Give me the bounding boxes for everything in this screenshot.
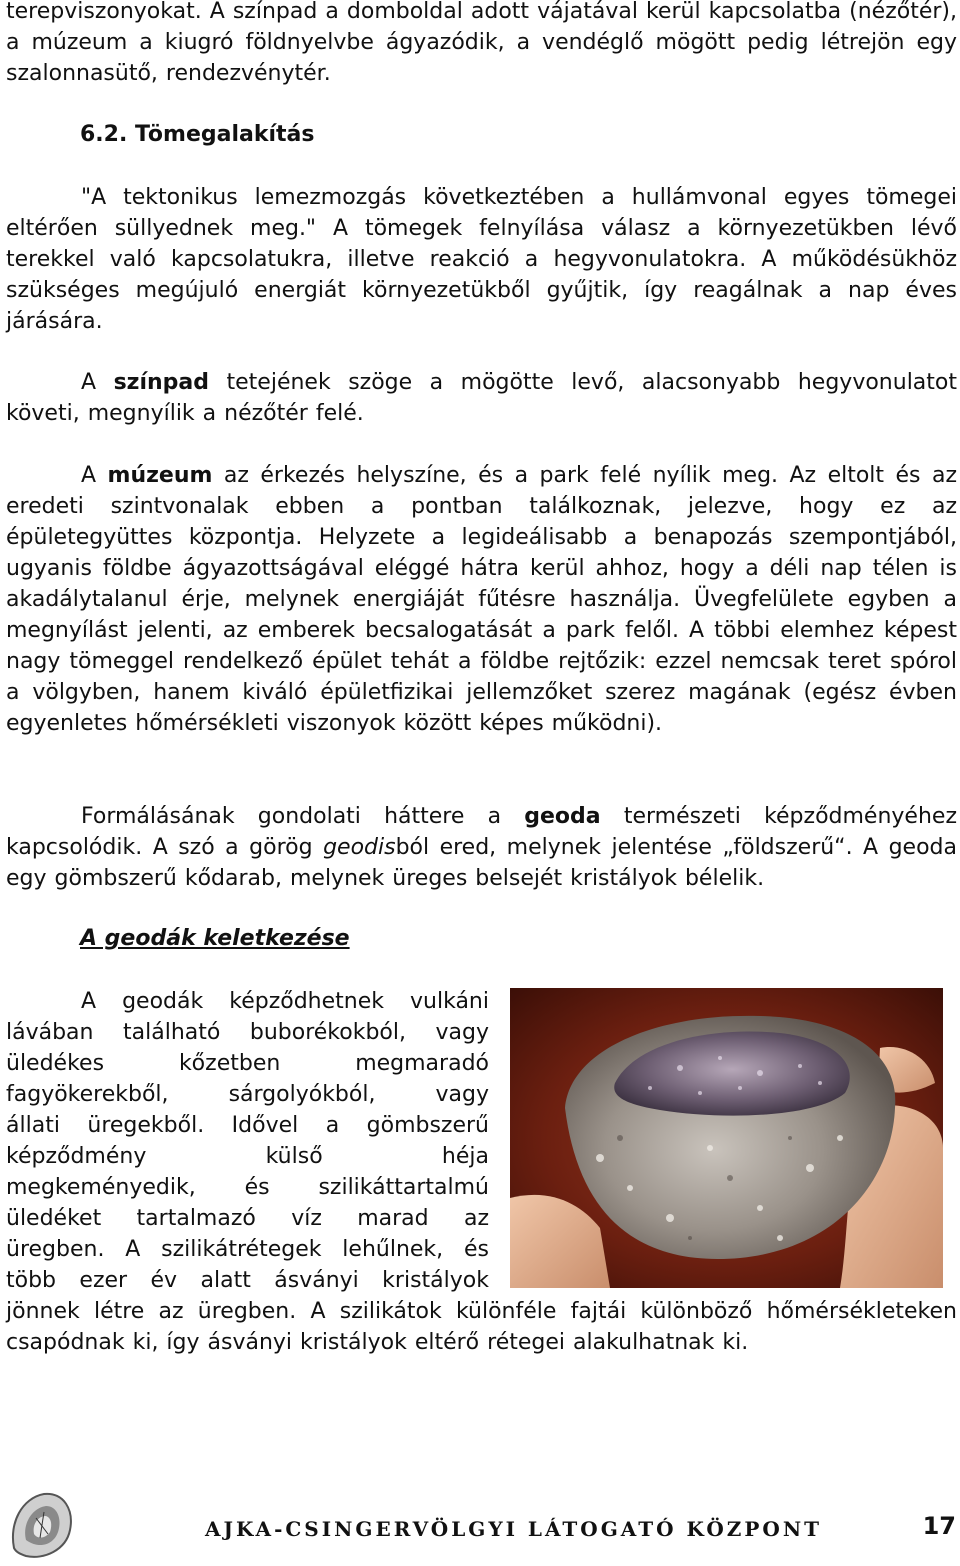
paragraph-text: Formálásának gondolati háttere a geoda természeti képződményéhez kapcsolódik. A szó a görög geodisból ered, melynek jelentése „földszerű“. A geoda egy gömbszerű kődarab, melynek üreges belsejét kristályok bélelik.: [6, 804, 958, 891]
footer-title: AJKA-CSINGERVÖLGYI LÁTOGATÓ KÖZPONT: [205, 1517, 822, 1541]
geode-photo: [510, 988, 943, 1288]
paragraph-text: A múzeum az érkezés helyszíne, és a park felé nyílik meg. Az eltolt és az eredeti szintvonalak ebben a pontban találkoznak, jelezve, hogy ez az épületegyüttes központja. Helyzete a legideálisabb a benapozás szempontjából, ugyanis földbe ágyazottságával eléggé hátra kerül ahhoz, hogy a déli nap télen is akadálytalanul érje, melynek energiáját fűtésre használja. Üvegfelülete egyben a megnyílást jelenti, az emberek becsalogatását a park felől. A többi elemhez képest nagy tömeggel rendelkező épület tehát a földbe rejtőzik: ezzel nemcsak teret spórol a völgyben, hanem kiváló épületfizikai jellemzőket szerez magának (egész évben egyenletes hőmérsékleti viszonyok között képes működni).: [6, 463, 957, 736]
paragraph-text: "A tektonikus lemezmozgás következtében a hullámvonal egyes tömegei eltérően süllyednek meg." A tömegek felnyílása válasz a környezetükben lévő terekkel való kapcsolatukra, illetve reakció a hegyvonulatokra. A működésükhöz szükséges megújuló energiát környezetükből gyűjtik, így reagálnak a nap éves járására.: [6, 185, 957, 334]
paragraph-muzeum: [6, 460, 957, 739]
paragraph-geoda: [6, 801, 957, 894]
geode-tail-paragraph: [6, 1296, 957, 1358]
geode-line: megkeményedik, és szilikáttartalmú: [6, 1175, 489, 1200]
geode-line: képződmény külső héja: [6, 1144, 489, 1169]
bold-term: múzeum: [107, 463, 213, 488]
section-heading: 6.2. Tömegalakítás: [80, 122, 315, 147]
geode-line: üledéket tartalmazó víz marad az: [6, 1206, 489, 1231]
paragraph-text: jönnek létre az üregben. A szilikátok különféle fajtái különböző hőmérsékleteken csapódnak ki, így ásványi kristályok eltérő rétegei alakulhatnak ki.: [6, 1299, 957, 1355]
geode-wrapped-text: [6, 986, 489, 1296]
intro-text: terepviszonyokat. A színpad a domboldal adott vájatával kerül kapcsolatba (nézőtér), a múzeum a kiugró földnyelvbe ágyazódik, a vendéglő mögött pedig létrejön egy szalonnasütő, rendezvénytér.: [6, 0, 957, 86]
geode-line: fagyökerekből, sárgolyókból, vagy: [6, 1082, 489, 1107]
geode-line: A geodák képződhetnek vulkáni: [81, 989, 489, 1014]
bold-term: geoda: [524, 804, 601, 829]
geode-line: üregben. A szilikátrétegek lehűlnek, és: [6, 1237, 489, 1262]
geode-line: több ezer év alatt ásványi kristályok: [6, 1268, 489, 1293]
bold-term: színpad: [113, 370, 210, 395]
intro-paragraph: [6, 0, 957, 89]
paragraph-tektonikus: [6, 182, 957, 337]
paragraph-szinpad: [6, 367, 957, 429]
geode-heading: A geodák keletkezése: [80, 926, 350, 951]
geode-logo-icon: [4, 1488, 78, 1562]
geode-line: lávában található buborékokból, vagy: [6, 1020, 489, 1045]
paragraph-text: A színpad tetejének szöge a mögötte levő, alacsonyabb hegyvonulatot követi, megnyílik a nézőtér felé.: [6, 370, 957, 426]
geode-line: állati üregekből. Idővel a gömbszerű: [6, 1113, 489, 1138]
page-number: 17: [922, 1512, 956, 1540]
italic-term: geodis: [323, 835, 396, 860]
geode-line: üledékes kőzetben megmaradó: [6, 1051, 489, 1076]
